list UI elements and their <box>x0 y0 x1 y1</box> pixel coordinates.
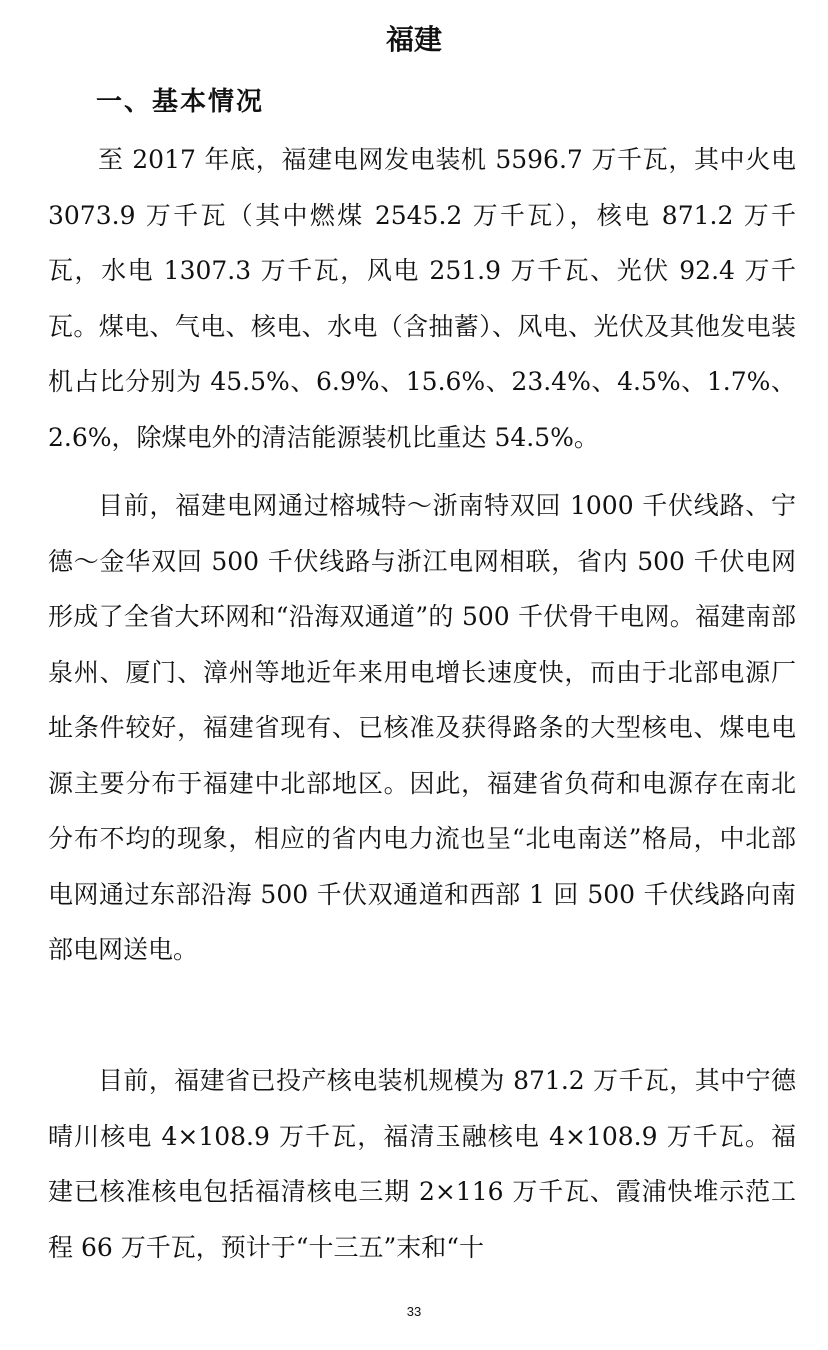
page-number: 33 <box>406 1304 422 1319</box>
body-paragraph: 至 2017 年底，福建电网发电装机 5596.7 万千瓦，其中火电 3073.9 万千瓦（其中燃煤 2545.2 万千瓦），核电 871.2 万千瓦，水电 1307.3 万千瓦，风电 251.9 万千瓦、光伏 92.4 万千瓦。煤电、气电、核电、水电（含抽蓄）、风电、光伏及其他发电装机占比分别为 45.5%、6.9%、15.6%、23.4%、4.5%、1.7%、2.6%，除煤电外的清洁能源装机比重达 54.5%。 <box>48 145 796 452</box>
page-title: 福建 <box>385 23 442 56</box>
section-heading: 一、基本情况 <box>96 87 265 117</box>
body-paragraph: 目前，福建电网通过榕城特～浙南特双回 1000 千伏线路、宁德～金华双回 500 千伏线路与浙江电网相联，省内 500 千伏电网形成了全省大环网和“沿海双通道”的 500 千伏骨干电网。福建南部泉州、厦门、漳州等地近年来用电增长速度快，而由于北部电源厂址条件较好，福建省现有、已核准及获得路条的大型核电、煤电电源主要分布于福建中北部地区。因此，福建省负荷和电源存在南北分布不均的现象，相应的省内电力流也呈“北电南送”格局，中北部电网通过东部沿海 500 千伏双通道和西部 1 回 500 千伏线路向南部电网送电。 <box>48 491 796 964</box>
body-paragraph: 目前，福建省已投产核电装机规模为 871.2 万千瓦，其中宁德晴川核电 4×108.9 万千瓦，福清玉融核电 4×108.9 万千瓦。福建已核准核电包括福清核电三期 2×116 万千瓦、霞浦快堆示范工程 66 万千瓦，预计于“十三五”末和“十 <box>48 1066 796 1262</box>
